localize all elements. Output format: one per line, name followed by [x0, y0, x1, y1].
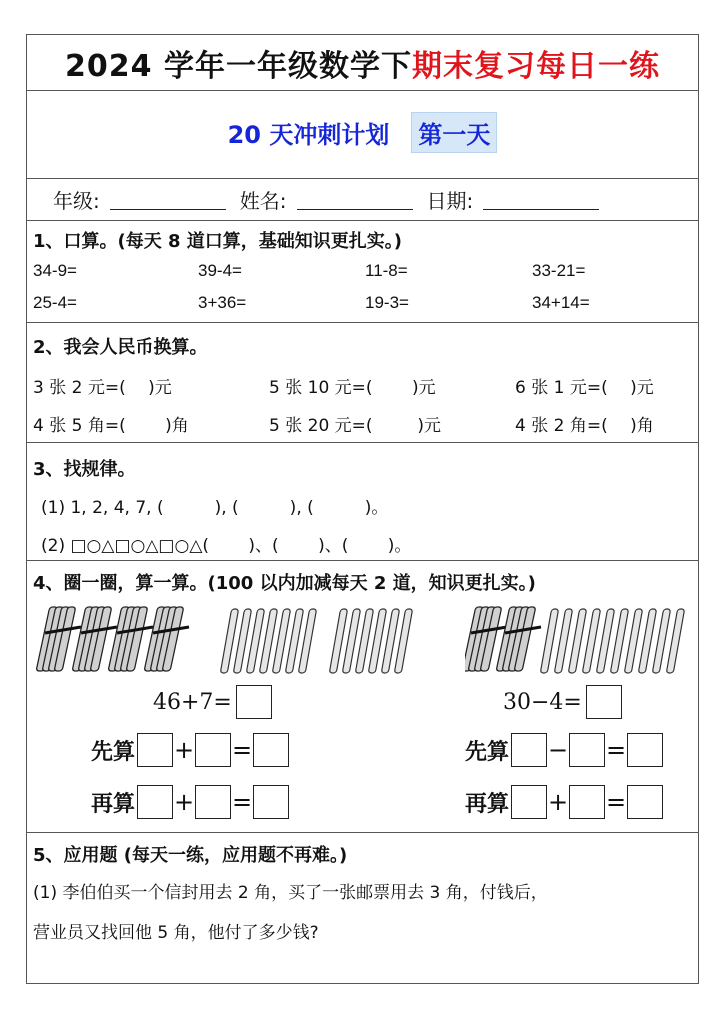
money-item: 5 张 10 元=( )元: [269, 378, 436, 398]
section5-heading: 5、应用题 (每天一练，应用题不再难。): [33, 845, 348, 866]
step-box[interactable]: [253, 785, 289, 819]
answer-box[interactable]: [586, 685, 622, 719]
operator: +: [547, 788, 569, 816]
right-first-step: [465, 733, 663, 767]
right-stick-bundles: [465, 601, 545, 681]
math-item: 11-8=: [365, 261, 408, 280]
pattern-line-2: (2) □○△□○△□○△( )、( )、( )。: [41, 536, 412, 556]
money-item: 3 张 2 元=( )元: [33, 378, 172, 398]
left-expression: [153, 685, 272, 719]
math-item: 34+14=: [532, 293, 590, 312]
step-box[interactable]: [569, 733, 605, 767]
equals-sign: =: [605, 736, 627, 764]
section-money: [27, 323, 698, 443]
step-box[interactable]: [253, 733, 289, 767]
left-loose-sticks: [187, 601, 417, 681]
pattern-line-1: (1) 1, 2, 4, 7, ( ), ( ), ( )。: [41, 498, 389, 518]
title-black-part: 2024 学年一年级数学下: [65, 48, 412, 84]
then-step-label: 再算: [465, 790, 510, 817]
section-mental-math: [27, 221, 698, 323]
date-label: 日期:: [426, 189, 474, 213]
operator: +: [173, 736, 195, 764]
step-box[interactable]: [569, 785, 605, 819]
right-then-step: [465, 785, 663, 819]
left-then-step: [91, 785, 289, 819]
step-box[interactable]: [195, 785, 231, 819]
section-counting-sticks: [27, 561, 698, 833]
step-box[interactable]: [137, 785, 173, 819]
date-field[interactable]: [483, 190, 599, 210]
right-expression: [503, 685, 622, 719]
math-item: 25-4=: [33, 293, 77, 312]
step-box[interactable]: [627, 733, 663, 767]
plan-label: 20 天冲刺计划: [227, 121, 390, 149]
money-item: 5 张 20 元=( )元: [269, 416, 441, 436]
right-loose-sticks: [535, 601, 695, 681]
step-box[interactable]: [511, 785, 547, 819]
grade-label: 年级:: [53, 189, 100, 213]
section4-heading: 4、圈一圈，算一算。(100 以内加减每天 2 道，知识更扎实。): [33, 573, 536, 594]
mental-math-row-1: [33, 261, 693, 281]
math-item: 39-4=: [198, 261, 242, 280]
worksheet-title: [27, 35, 698, 91]
step-box[interactable]: [627, 785, 663, 819]
section-patterns: [27, 443, 698, 561]
math-item: 34-9=: [33, 261, 77, 280]
operator: +: [173, 788, 195, 816]
operator: −: [547, 736, 569, 764]
first-step-label: 先算: [91, 738, 136, 765]
math-item: 19-3=: [365, 293, 409, 312]
math-item: 33-21=: [532, 261, 586, 280]
money-item: 4 张 5 角=( )角: [33, 416, 189, 436]
problem-line-1: (1) 李伯伯买一个信封用去 2 角，买了一张邮票用去 3 角，付钱后，: [33, 883, 548, 903]
left-first-step: [91, 733, 289, 767]
first-step-label: 先算: [465, 738, 510, 765]
then-step-label: 再算: [91, 790, 136, 817]
right-expression-text: 30−4=: [503, 689, 582, 715]
title-red-part: 期末复习每日一练: [411, 48, 660, 84]
money-row-2: [33, 411, 693, 436]
answer-box[interactable]: [236, 685, 272, 719]
money-row-1: [33, 373, 693, 398]
name-label: 姓名:: [239, 189, 287, 213]
problem-line-2: 营业员又找回他 5 角，他付了多少钱?: [33, 923, 319, 943]
section1-heading: 1、口算。(每天 8 道口算，基础知识更扎实。): [33, 231, 403, 252]
money-item: 6 张 1 元=( )元: [515, 378, 654, 398]
section-word-problem: [27, 833, 698, 983]
money-item: 4 张 2 角=( )角: [515, 416, 654, 436]
plan-subtitle: [27, 91, 698, 179]
section2-heading: 2、我会人民币换算。: [33, 337, 208, 358]
left-expression-text: 46+7=: [153, 689, 232, 715]
grade-field[interactable]: [110, 190, 226, 210]
worksheet: [26, 34, 699, 984]
step-box[interactable]: [195, 733, 231, 767]
stick-bundle: [144, 607, 189, 671]
day-label: 第一天: [411, 112, 497, 153]
step-box[interactable]: [511, 733, 547, 767]
equals-sign: =: [605, 788, 627, 816]
equals-sign: =: [231, 788, 253, 816]
math-item: 3+36=: [198, 293, 247, 312]
mental-math-row-2: [33, 293, 693, 313]
equals-sign: =: [231, 736, 253, 764]
student-info-row: [27, 179, 698, 221]
section3-heading: 3、找规律。: [33, 459, 136, 480]
name-field[interactable]: [297, 190, 413, 210]
step-box[interactable]: [137, 733, 173, 767]
